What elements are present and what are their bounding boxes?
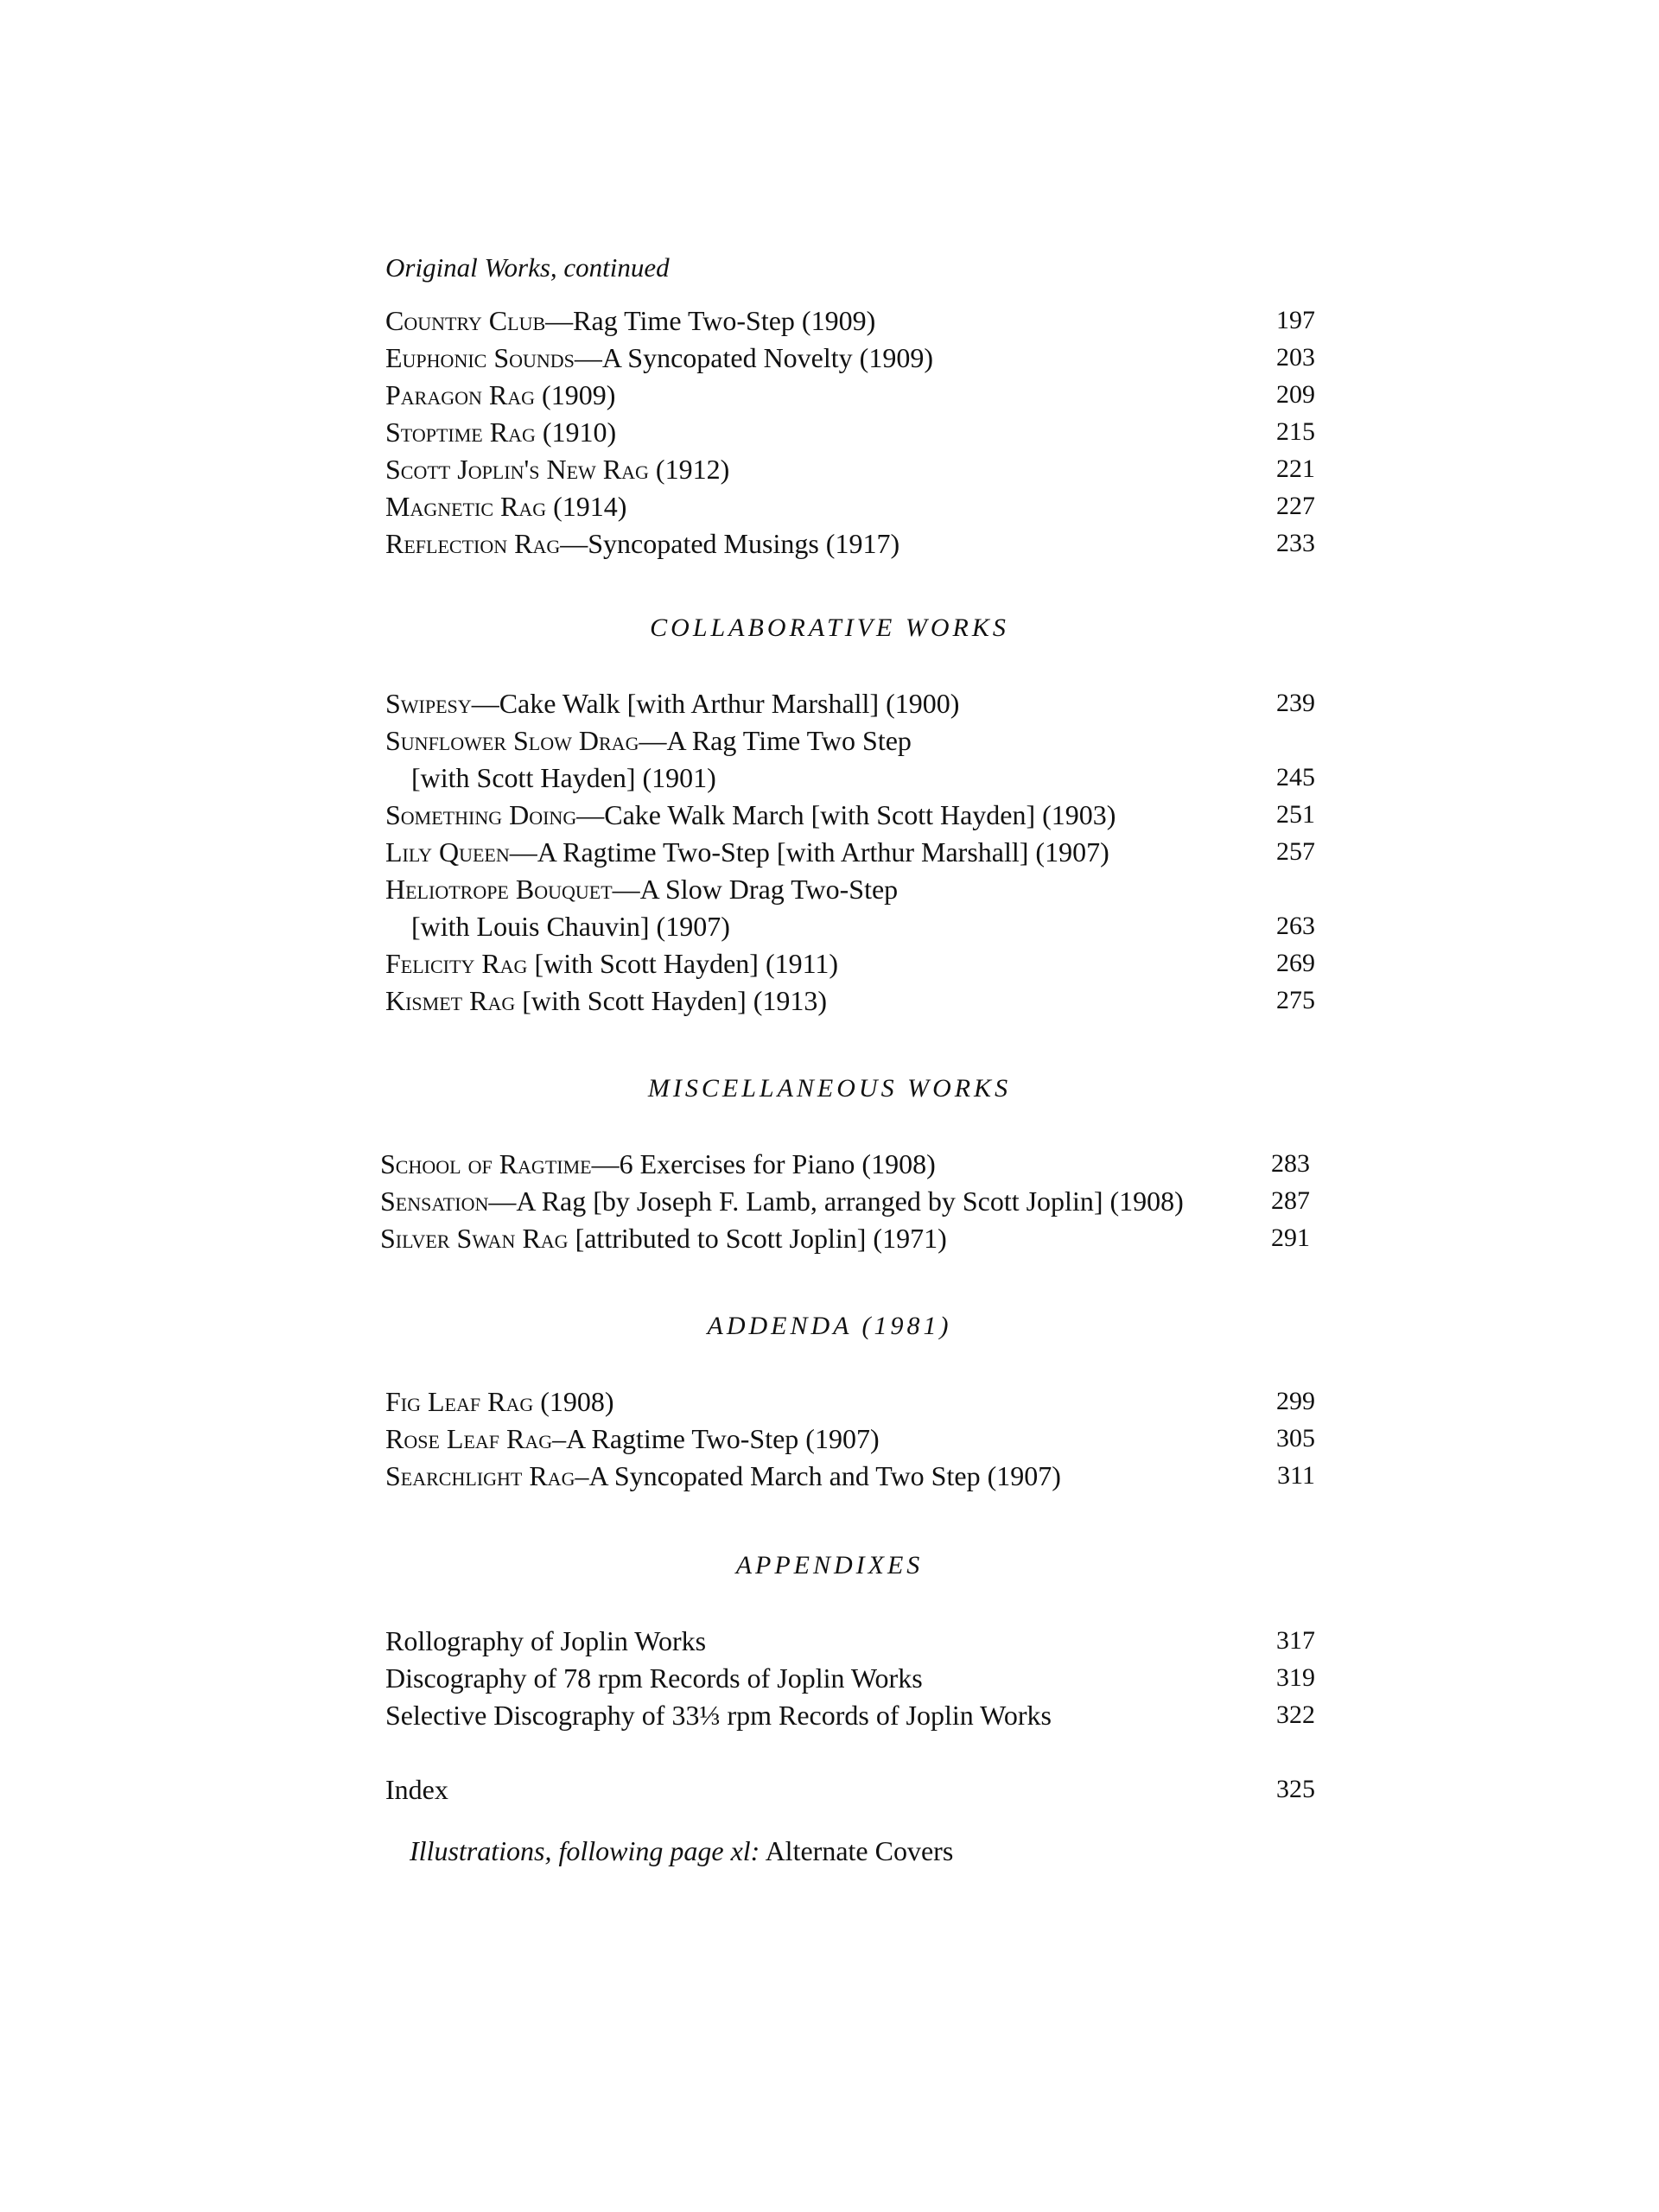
page-number: 305: [1276, 1424, 1315, 1452]
entry-title: Selective Discography of 33⅓ rpm Records of Joplin Works: [385, 1700, 1052, 1731]
toc-entry: [385, 1421, 1315, 1457]
entry-title: Searchlight Rag–A Syncopated March and Two Step (1907): [385, 1460, 1061, 1491]
page-number: 263: [1276, 912, 1315, 940]
toc-entry-continuation: [385, 908, 1315, 944]
page-number: 197: [1276, 306, 1315, 334]
entry-title: Magnetic Rag (1914): [385, 491, 627, 522]
page-number: 311: [1277, 1461, 1315, 1490]
page-number: 317: [1276, 1626, 1315, 1655]
entry-title: Index: [385, 1774, 448, 1805]
toc-entry: [380, 1146, 1310, 1182]
page-number: 269: [1276, 949, 1315, 977]
toc-entry-index: [385, 1771, 1315, 1808]
toc-entry: [385, 722, 1315, 759]
page-number: 283: [1271, 1149, 1310, 1178]
page-number: 287: [1271, 1186, 1310, 1215]
entry-continuation: [with Louis Chauvin] (1907): [411, 911, 730, 942]
illustrations-note: [410, 1835, 953, 1867]
section-title-collaborative: COLLABORATIVE WORKS: [650, 613, 1009, 642]
toc-entry: [385, 451, 1315, 487]
page-number: 227: [1276, 492, 1315, 520]
entry-title: Scott Joplin's New Rag (1912): [385, 454, 730, 485]
toc-entry: [385, 488, 1315, 524]
toc-entry: [380, 1183, 1310, 1219]
page-number: 299: [1276, 1387, 1315, 1415]
entry-title: Fig Leaf Rag (1908): [385, 1386, 614, 1417]
page-number: 239: [1276, 689, 1315, 717]
toc-entry: [385, 685, 1315, 721]
entry-continuation: [with Scott Hayden] (1901): [411, 762, 716, 793]
page-number: 221: [1276, 454, 1315, 483]
toc-entry: [385, 945, 1315, 982]
entry-title: Something Doing—Cake Walk March [with Scott Hayden] (1903): [385, 799, 1116, 830]
toc-entry: [385, 302, 1315, 339]
entry-title: Heliotrope Bouquet—A Slow Drag Two-Step: [385, 874, 899, 905]
section-title-appendixes: APPENDIXES: [735, 1551, 924, 1580]
page-number: 257: [1276, 837, 1315, 866]
entry-title: Rollography of Joplin Works: [385, 1625, 707, 1656]
toc-entry: [385, 377, 1315, 413]
page-number: 322: [1276, 1700, 1315, 1729]
toc-entry: [380, 1220, 1310, 1256]
entry-title: Rose Leaf Rag–A Ragtime Two-Step (1907): [385, 1423, 880, 1454]
entry-title: Paragon Rag (1909): [385, 379, 616, 410]
page-number: 325: [1276, 1775, 1315, 1803]
toc-entry: [385, 1458, 1315, 1494]
entry-title: Swipesy—Cake Walk [with Arthur Marshall] (1900): [385, 688, 960, 719]
toc-entry: [385, 1697, 1315, 1733]
toc-entry: [385, 797, 1315, 833]
page-number: 245: [1276, 763, 1315, 791]
entry-title: Lily Queen—A Ragtime Two-Step [with Arthur Marshall] (1907): [385, 836, 1109, 868]
page-number: 215: [1276, 417, 1315, 446]
entry-title: Country Club—Rag Time Two-Step (1909): [385, 305, 876, 336]
toc-entry-continuation: [385, 760, 1315, 796]
toc-entry: [385, 340, 1315, 376]
entry-title: Stoptime Rag (1910): [385, 416, 617, 448]
entry-title: Discography of 78 rpm Records of Joplin Works: [385, 1662, 923, 1694]
entry-title: Sunflower Slow Drag—A Rag Time Two Step: [385, 725, 912, 756]
entry-title: Felicity Rag [with Scott Hayden] (1911): [385, 948, 839, 979]
entry-title: School of Ragtime—6 Exercises for Piano (1908): [380, 1148, 936, 1179]
toc-entry: [385, 1623, 1315, 1659]
page-number: 233: [1276, 529, 1315, 557]
page-number: 275: [1276, 986, 1315, 1014]
toc-entry: [385, 525, 1315, 562]
toc-entry: [385, 834, 1315, 870]
page-number: 319: [1276, 1663, 1315, 1692]
entry-title: Sensation—A Rag [by Joseph F. Lamb, arranged by Scott Joplin] (1908): [380, 1185, 1184, 1217]
entry-title: Euphonic Sounds—A Syncopated Novelty (1909): [385, 342, 933, 373]
page-number: 209: [1276, 380, 1315, 409]
illustrations-text: Alternate Covers: [760, 1835, 954, 1866]
illustrations-label: Illustrations, following page xl:: [410, 1835, 760, 1866]
page-number: 291: [1271, 1224, 1310, 1252]
section-title-addenda: ADDENDA (1981): [707, 1312, 952, 1340]
entry-title: Reflection Rag—Syncopated Musings (1917): [385, 528, 900, 559]
page-number: 203: [1276, 343, 1315, 372]
toc-entry: [385, 982, 1315, 1019]
toc-entry: [385, 1383, 1315, 1420]
entry-title: Silver Swan Rag [attributed to Scott Joplin] (1971): [380, 1223, 947, 1254]
toc-entry: [385, 871, 1315, 907]
toc-entry: [385, 414, 1315, 450]
toc-entry: [385, 1660, 1315, 1696]
page-number: 251: [1276, 800, 1315, 829]
entry-title: Kismet Rag [with Scott Hayden] (1913): [385, 985, 828, 1016]
section-title-miscellaneous: MISCELLANEOUS WORKS: [647, 1074, 1012, 1103]
section-heading-original-works: Original Works, continued: [385, 252, 670, 283]
